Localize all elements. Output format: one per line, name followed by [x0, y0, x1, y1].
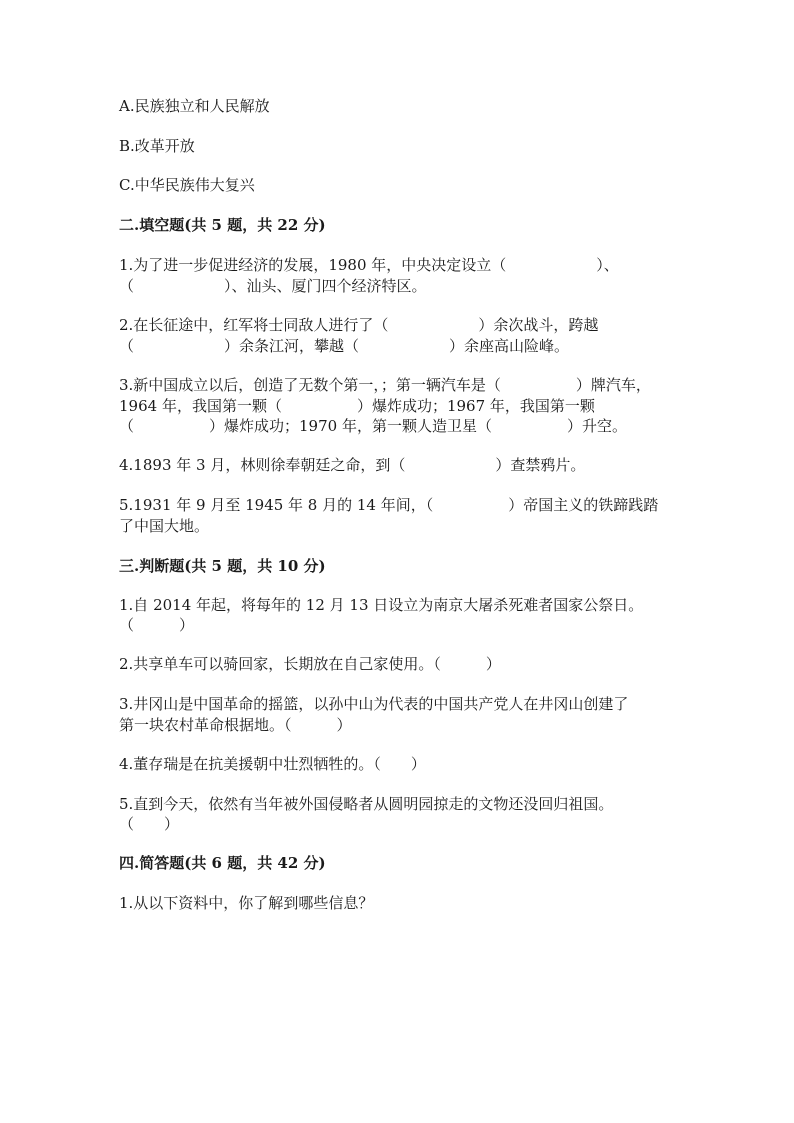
fill-q3-line2: 1964 年，我国第一颗（ ）爆炸成功；1967 年，我国第一颗: [119, 397, 595, 415]
judge-q4-line1: 4.董存瑞是在抗美援朝中壮烈牺牲的。（ ）: [119, 755, 426, 773]
option-c: C.中华民族伟大复兴: [119, 176, 255, 194]
judge-q3-line1: 3.井冈山是中国革命的摇篮，以孙中山为代表的中国共产党人在井冈山创建了: [119, 695, 629, 713]
fill-q1-line2: （ ）、汕头、厦门四个经济特区。: [119, 277, 427, 295]
judge-q1-line2: （ ）: [119, 616, 195, 634]
fill-q5-line1: 5.1931 年 9 月至 1945 年 8 月的 14 年间，（ ）帝国主义的铁蹄践踏: [119, 496, 659, 514]
short-answer-q1: 1.从以下资料中，你了解到哪些信息？: [119, 894, 374, 912]
section-2-heading: 二.填空题(共 5 题，共 22 分): [119, 216, 326, 234]
judge-q2-line1: 2.共享单车可以骑回家，长期放在自己家使用。（ ）: [119, 655, 501, 673]
fill-q5-line2: 了中国大地。: [119, 517, 210, 535]
section-4-heading: 四.简答题(共 6 题，共 42 分): [119, 854, 326, 872]
fill-q4-line1: 4.1893 年 3 月，林则徐奉朝廷之命，到（ ）查禁鸦片。: [119, 456, 586, 474]
option-b: B.改革开放: [119, 137, 195, 155]
judge-q5-line2: （ ）: [119, 815, 180, 833]
fill-q1-line1: 1.为了进一步促进经济的发展，1980 年，中央决定设立（ ）、: [119, 256, 619, 274]
fill-q2-line2: （ ）余条江河，攀越（ ）余座高山险峰。: [119, 337, 570, 355]
fill-q3-line1: 3.新中国成立以后，创造了无数个第一，；第一辆汽车是（ ）牌汽车，: [119, 376, 651, 394]
judge-q5-line1: 5.直到今天，依然有当年被外国侵略者从圆明园掠走的文物还没回归祖国。: [119, 795, 614, 813]
judge-q3-line2: 第一块农村革命根据地。（ ）: [119, 716, 352, 734]
fill-q2-line1: 2.在长征途中，红军将士同敌人进行了（ ）余次战斗，跨越: [119, 316, 599, 334]
judge-q1-line1: 1.自 2014 年起，将每年的 12 月 13 日设立为南京大屠杀死难者国家公祭日。: [119, 596, 644, 614]
fill-q3-line3: （ ）爆炸成功；1970 年，第一颗人造卫星（ ）升空。: [119, 417, 627, 435]
option-a: A.民族独立和人民解放: [119, 97, 270, 115]
section-3-heading: 三.判断题(共 5 题，共 10 分): [119, 557, 326, 575]
